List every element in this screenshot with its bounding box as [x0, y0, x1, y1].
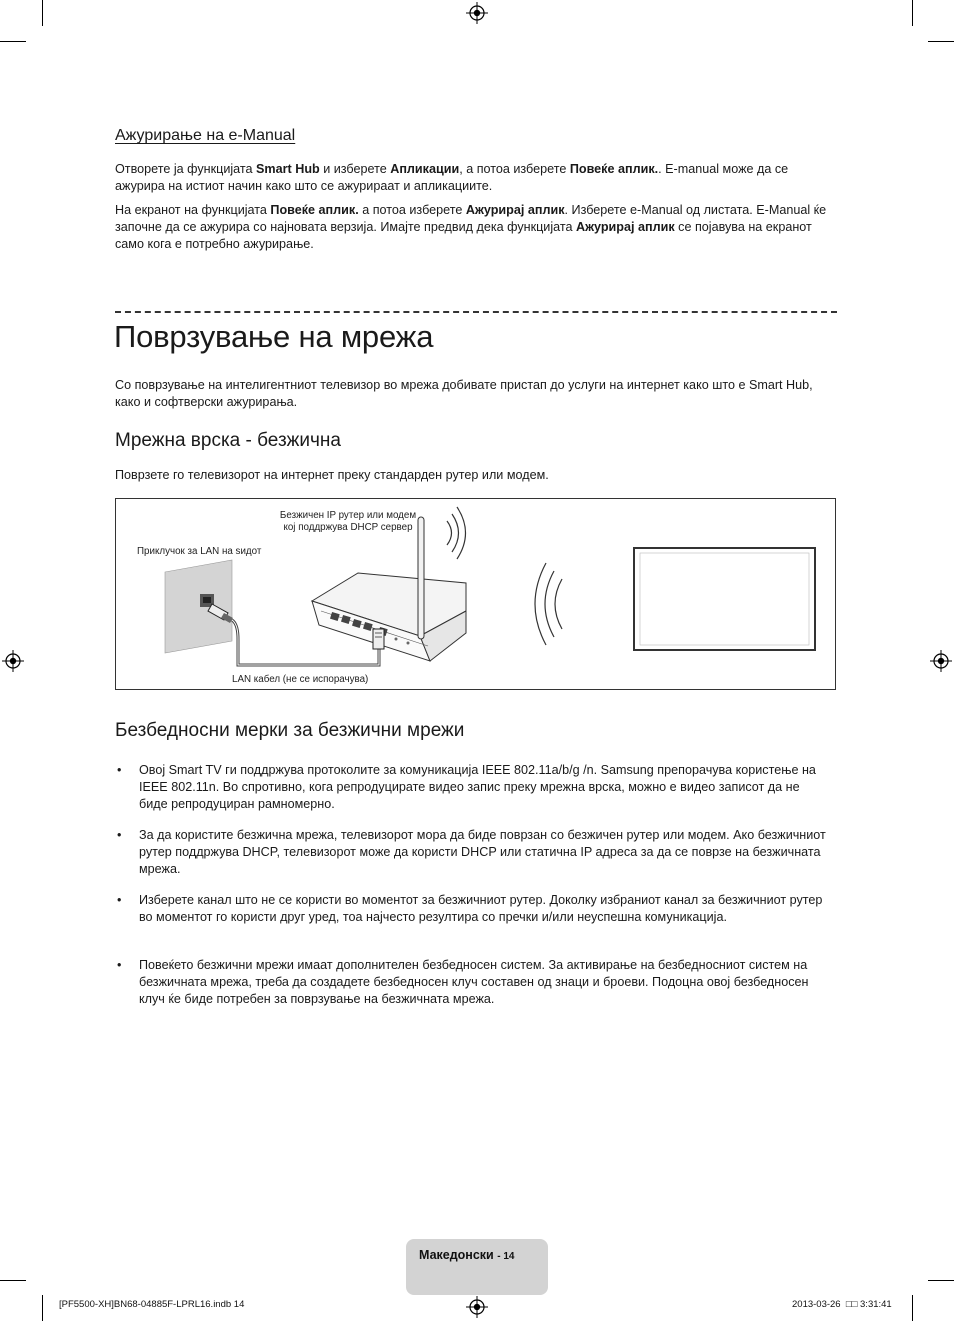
wireless-heading: Мрежна врска - безжична: [115, 430, 341, 451]
list-item: • Изберете канал што не се користи во моментот за безжичниот рутер. Доколку избраниот канал за безжичниот рутер во моментот го користи друг уред, тоа најчесто резултира со пречки и/или неуспешна комуникација.: [117, 893, 823, 924]
cable-caption: LAN кабел (не се испорачува): [232, 674, 369, 685]
registration-mark-icon: [930, 650, 952, 672]
router-caption: Безжичен IP рутер или модем кој поддржува DHCP сервер: [279, 510, 417, 533]
footer-timestamp: 2013-03-26 □□ 3:31:41: [792, 1299, 892, 1310]
security-heading: Безбедносни мерки за безжични мрежи: [115, 720, 465, 741]
registration-mark-icon: [2, 650, 24, 672]
crop-mark: [912, 0, 913, 26]
bullet-icon: •: [117, 828, 122, 842]
wall-socket-caption: Приклучок за LAN на ѕидот: [137, 546, 262, 557]
section-divider: [115, 311, 837, 313]
wireless-connection-diagram: [115, 498, 836, 690]
registration-mark-icon: [466, 2, 488, 24]
update-paragraph-2: На екранот на функцијата Повеќе аплик. а потоа изберете Ажурирај аплик. Изберете e-Manual од листата. E-Manual ќе започне да се ажурира со најновата верзија. Имајте предвид дека функцијата Ажурирај аплик се појавува на екранот само кога е потребно ажурирање.: [115, 203, 827, 251]
wireless-text: Поврзете го телевизорот на интернет преку стандарден рутер или модем.: [115, 468, 549, 482]
crop-mark: [928, 1280, 954, 1281]
page-title: Поврзување на мрежа: [114, 319, 434, 354]
bullet-icon: •: [117, 958, 122, 972]
crop-mark: [912, 1295, 913, 1321]
network-intro: Со поврзување на интелигентниот телевизор во мрежа добивате пристап до услуги на интернет како што е Smart Hub, како и софтверски ажурирања.: [115, 378, 813, 409]
update-paragraph-1: Отворете ја функцијата Smart Hub и изберете Апликации, а потоа изберете Повеќе аплик.. E-manual може да се ажурира на истиот начин како што се ажурираат и апликациите.: [115, 162, 789, 193]
router-wifi-waves-icon: [447, 507, 466, 559]
router-icon: [312, 517, 466, 661]
crop-mark: [928, 41, 954, 42]
footer-file: [PF5500-XH]BN68-04885F-LPRL16.indb 14: [59, 1299, 245, 1310]
registration-mark-icon: [466, 1296, 488, 1318]
crop-mark: [42, 0, 43, 26]
page-number: - 14: [497, 1251, 515, 1262]
page-tab-label: Македонски - 14: [419, 1248, 515, 1262]
tv-wifi-waves-icon: [535, 563, 562, 645]
crop-mark: [0, 1280, 26, 1281]
update-emanual-heading: Ажурирање на e-Manual: [115, 127, 296, 144]
list-item: • Повеќето безжични мрежи имаат дополнителен безбедносен систем. За активирање на безбедносниот систем на безжичната мрежа, треба да создадете безбедносен клуч составен од знаци и броеви. Подоцна овој безбедносен клуч ќе биде потребен за поврзување на безжичната мрежа.: [117, 958, 809, 1006]
list-item: • Овој Smart TV ги поддржува протоколите за комуникација IEEE 802.11a/b/g /n. Samsung препорачува користење на IEEE 802.11n. Во спротивно, кога репродуцирате видео запис преку мрежна врска, можно е видео записот да не биде репродуциран рамномерно.: [117, 763, 816, 811]
list-item: • За да користите безжична мрежа, телевизорот мора да биде поврзан со безжичен рутер или модем. Ако безжичниот рутер поддржува DHCP, телевизорот може да користи DHCP или статична IP адреса за да се поврзе на безжичната мрежа.: [117, 828, 826, 876]
crop-mark: [0, 41, 26, 42]
tv-icon: [634, 548, 815, 650]
bullet-icon: •: [117, 763, 122, 777]
wall-lan-socket-icon: [165, 560, 232, 653]
router-lan-plug-icon: [373, 629, 384, 649]
crop-mark: [42, 1295, 43, 1321]
bullet-icon: •: [117, 893, 122, 907]
